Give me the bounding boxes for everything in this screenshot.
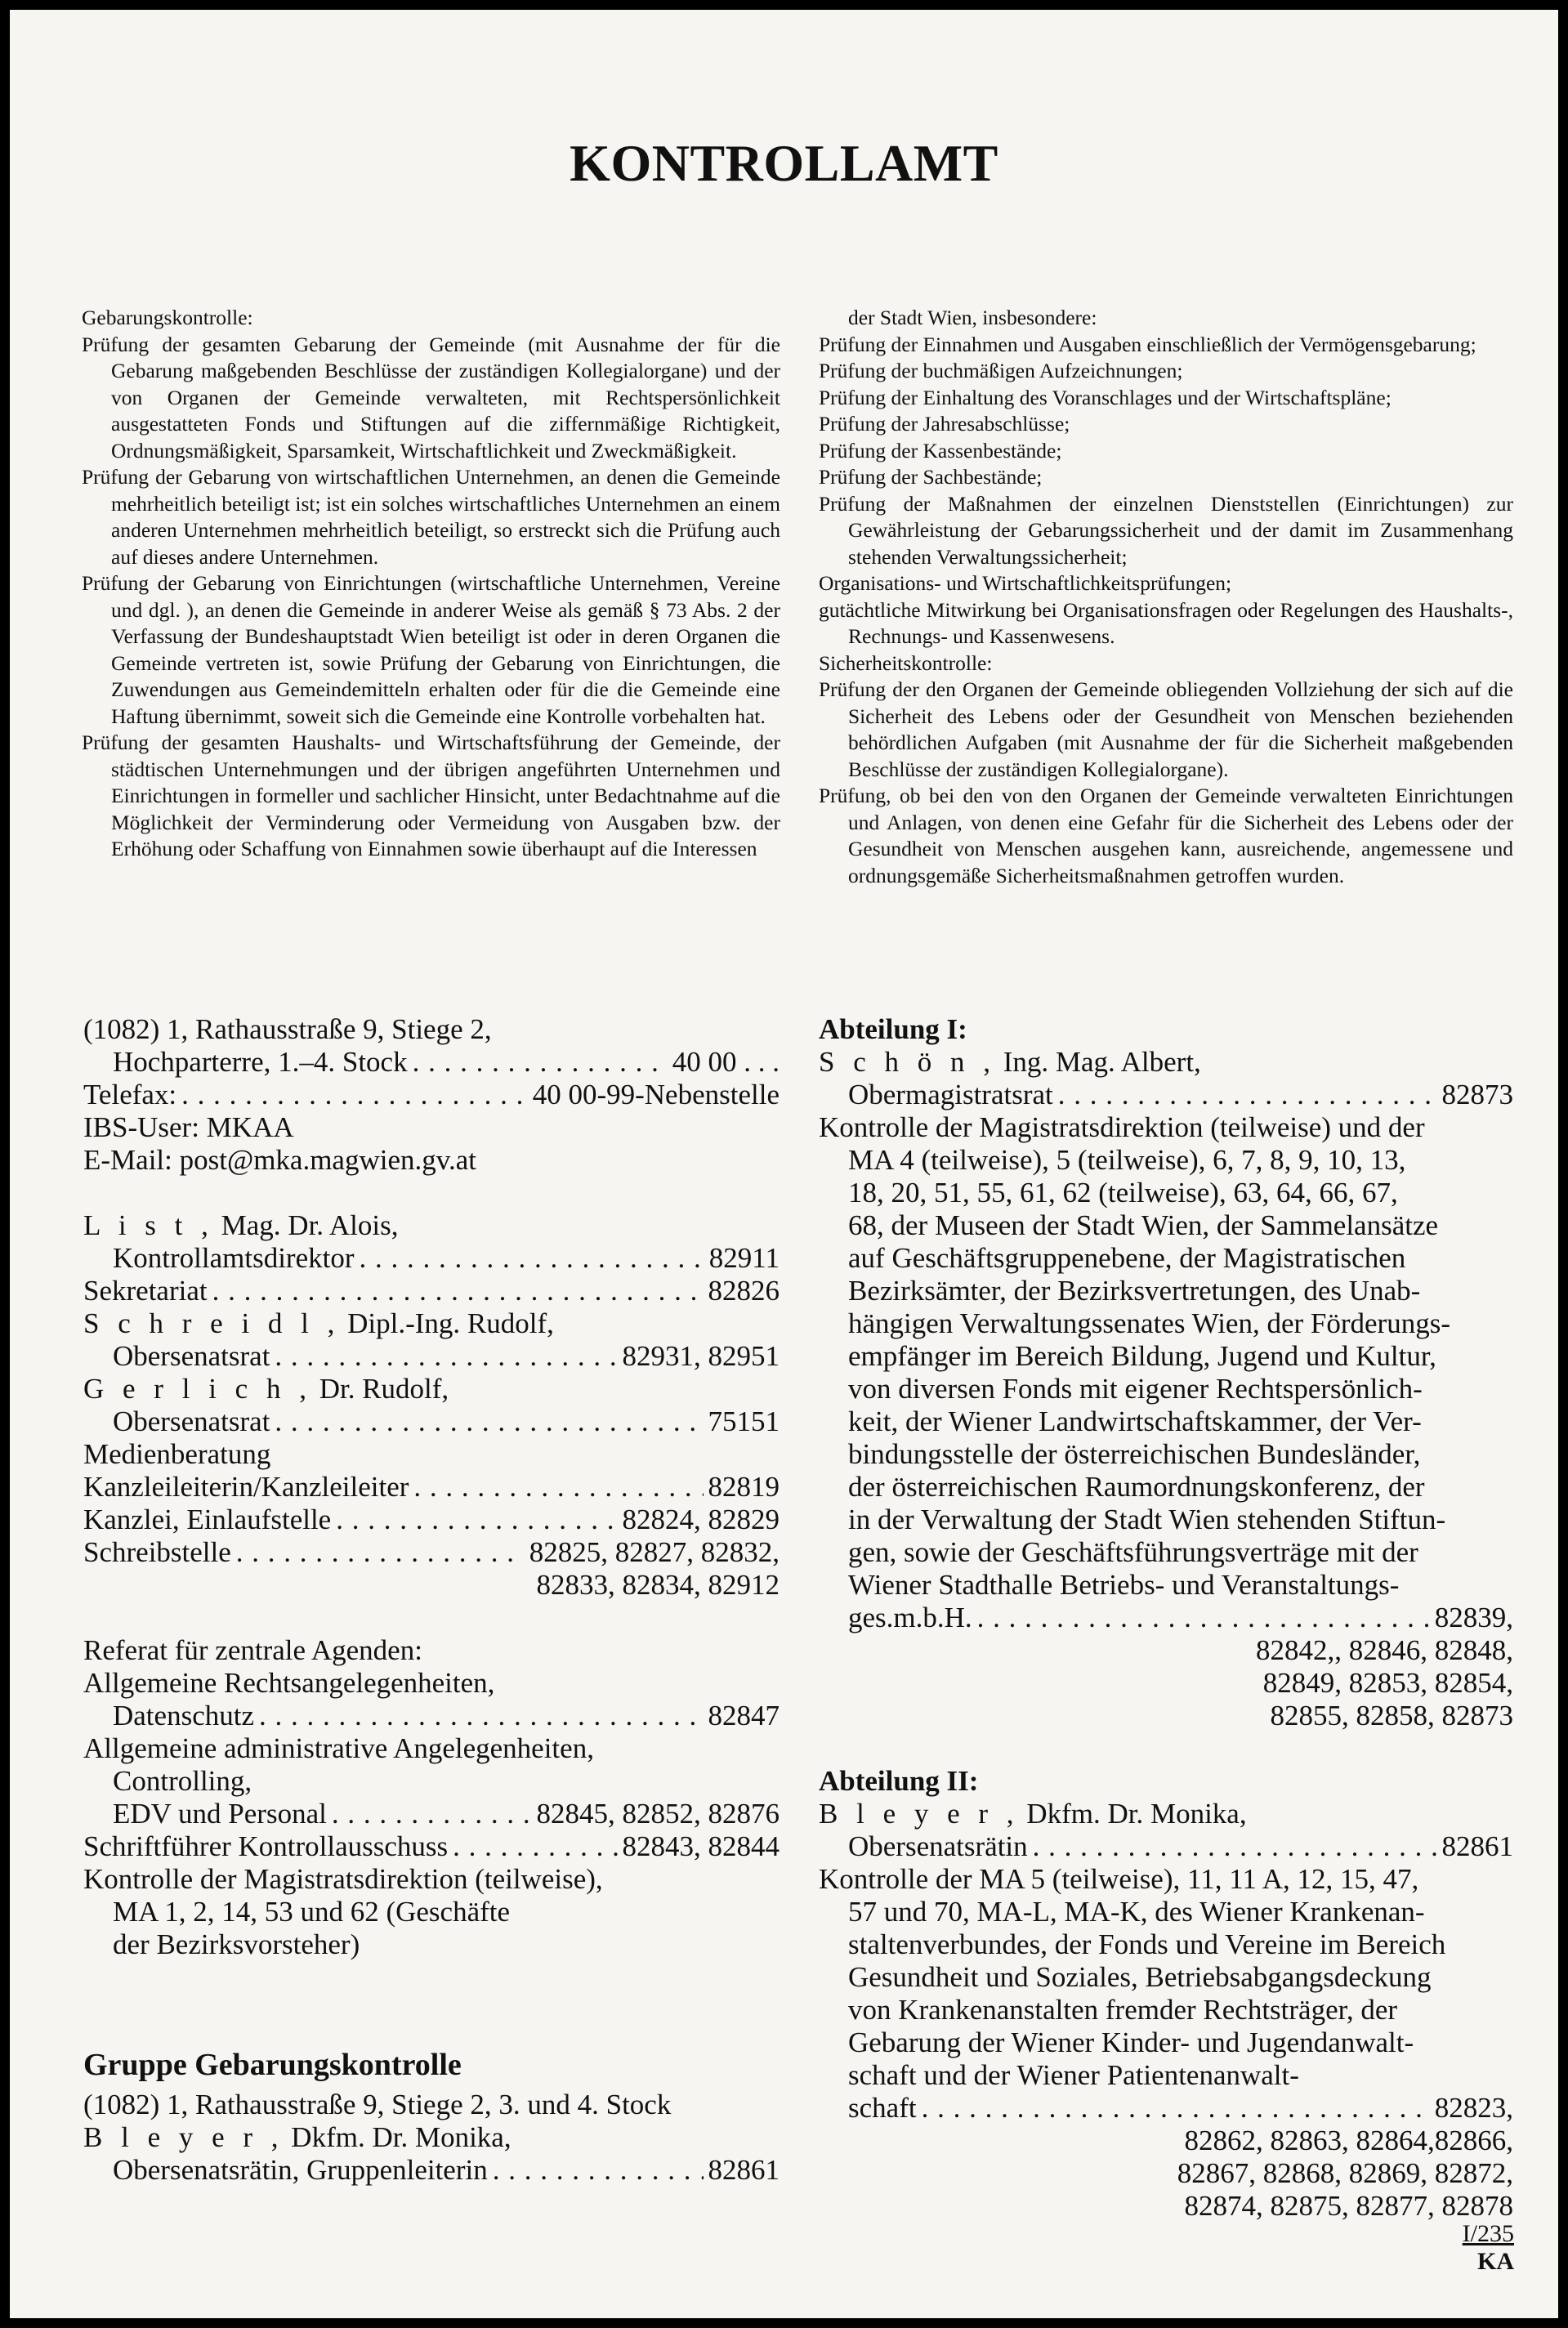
staff-name-bleyer: B l e y e r , Dkfm. Dr. Monika, [819,1798,1247,1830]
intro-paragraph: Prüfung der Einnahmen und Ausgaben einschließlich der Vermögensgebarung; [819,332,1476,356]
phone-extension: 82855, 82858, 82873 [1270,1700,1513,1731]
staff-role-row: Obermagistratsrat . . . 82873 [819,1079,1513,1111]
phone-extension: 82867, 82868, 82869, 82872, [1177,2157,1513,2189]
address-phone-row [83,1046,780,1079]
phone-extension: 82861 [1441,1830,1513,1862]
responsibility-last-row: schaft . . . 82823, [819,2092,1513,2125]
intro-left-column [82,305,780,863]
referat-item: der Bezirksvorsteher) [113,1928,360,1960]
responsibility-line: bindungsstelle der österreichischen Bundesländer, [848,1438,1421,1470]
phone-number: 40 00 . . . [672,1046,780,1078]
phone-extension: 82839, [1434,1602,1513,1633]
section-code: KA [1477,2248,1514,2275]
intro-paragraph: Prüfung der Maßnahmen der einzelnen Dienststellen (Einrichtungen) zur Gewährleistung der Gebarungssicherheit und der damit im Zusammenhang stehenden Verwaltungssicherheit; [819,491,1513,569]
kanzleileiter-row: Kanzleileiterin/Kanzleileiter . . . 82819 [83,1471,780,1504]
section-heading: Abteilung II: [819,1765,979,1797]
address-line: (1082) 1, Rathausstraße 9, Stiege 2, [83,1013,492,1045]
responsibility-line: von diversen Fonds mit eigener Rechtspersönlich- [848,1373,1423,1405]
referat-item: Allgemeine administrative Angelegenheiten, [83,1732,594,1764]
phone-extension: 82874, 82875, 82877, 82878 [1184,2190,1513,2222]
fax-number: 40 00-99-Nebenstelle [532,1079,780,1110]
phone-extension: 82847 [708,1700,780,1731]
staff-name-list: L i s t , Mag. Dr. Alois, [83,1209,399,1241]
intro-paragraph: Prüfung der gesamten Gebarung der Gemeinde (mit Ausnahme der für die Gebarung maßgebenden Beschlüsse der zuständigen Kollegialorgane) und der von Organen der Gemeinde verwalteten, mit Rechtspersönlichkeit ausgestatteten Fonds und Stiftungen auf die ziffernmäßige Richtigkeit, Ordnungsmäßigkeit, Sparsamkeit, Wirtschaftlichkeit und Zweckmäßigkeit. [82,332,780,462]
phone-extension: 82826 [708,1275,780,1307]
intro-heading: Sicherheitskontrolle: [819,650,993,675]
responsibility-line: staltenverbundes, der Fonds und Vereine im Bereich [848,1928,1446,1960]
staff-role-row: Obersenatsrätin . . . 82861 [819,1830,1513,1863]
referat-item: MA 1, 2, 14, 53 und 62 (Geschäfte [113,1896,511,1928]
staff-name-bleyer: B l e y e r , Dkfm. Dr. Monika, [83,2121,511,2153]
intro-paragraph: Prüfung der den Organen der Gemeinde obliegenden Vollziehung der sich auf die Sicherheit des Lebens oder der Gesundheit von Menschen beziehenden behördlichen Aufgaben (mit Ausnahme der für die Sicherheit maßgebenden Beschlüsse der zuständigen Kollegialorgane). [819,677,1513,781]
phone-extension: 82825, 82827, 82832, [529,1536,780,1568]
responsibility-line: Kontrolle der MA 5 (teilweise), 11, 11 A, 12, 15, 47, [819,1863,1419,1895]
datenschutz-row: Datenschutz . . . 82847 [83,1700,780,1732]
responsibility-line: hängigen Verwaltungssenates Wien, der Förderungs- [848,1307,1450,1339]
responsibility-line: gen, sowie der Geschäftsführungsverträge mit der [848,1536,1418,1568]
staff-name-schreidl: S c h r e i d l , Dipl.-Ing. Rudolf, [83,1307,554,1339]
intro-paragraph: Prüfung der Gebarung von wirtschaftlichen Unternehmen, an denen die Gemeinde mehrheitlich beteiligt ist; ist ein solches wirtschaftliches Unternehmen an einem anderen Unternehmen mehrheitlich beteiligt, so erstreckt sich die Prüfung auch auf dieses andere Unternehmen. [82,465,780,569]
intro-heading: Gebarungskontrolle: [82,306,253,329]
staff-role-row: Obersenatsrat . . . 82931, 82951 [83,1340,780,1373]
referat-item: Allgemeine Rechtsangelegenheiten, [83,1667,495,1699]
phone-extension: 82931, 82951 [622,1340,780,1372]
ibs-user: IBS-User: MKAA [83,1111,294,1143]
phone-extension: 75151 [708,1405,780,1437]
intro-paragraph: Prüfung der gesamten Haushalts- und Wirtschaftsführung der Gemeinde, der städtischen Unternehmungen und der übrigen angeführten Unternehmen und Einrichtungen in formeller und sachlicher Hinsicht, unter Bedachtnahme auf die Möglichkeit der Verminderung oder Vermeidung von Ausgaben bzw. der Erhöhung oder Schaffung von Einnahmen sowie überhaupt auf die Interessen [82,731,780,860]
responsibility-line: auf Geschäftsgruppenebene, der Magistratischen [848,1242,1406,1274]
staff-role-row: Obersenatsrat . . . 75151 [83,1405,780,1438]
edv-row: EDV und Personal . . . 82845, 82852, 82876 [83,1798,780,1830]
phone-extension: 82823, [1434,2092,1513,2124]
responsibility-line: 68, der Museen der Stadt Wien, der Sammelansätze [848,1209,1439,1241]
intro-paragraph: Prüfung der Sachbestände; [819,465,1043,489]
phone-extension: 82849, 82853, 82854, [1262,1667,1513,1699]
intro-paragraph: Prüfung der Kassenbestände; [819,438,1062,462]
phone-extension: 82873 [1441,1079,1513,1110]
intro-paragraph: gutächtliche Mitwirkung bei Organisationsfragen oder Regelungen des Haushalts-, Rechnungs- und Kassenwesens. [819,597,1513,648]
phone-extension: 82833, 82834, 82912 [536,1569,780,1601]
phone-extension: 82819 [708,1471,780,1503]
responsibility-line: Bezirksämter, der Bezirksvertretungen, des Unab- [848,1275,1421,1307]
responsibility-line: Gebarung der Wiener Kinder- und Jugendanwalt- [848,2026,1414,2058]
referat-item: Kontrolle der Magistratsdirektion (teilweise), [83,1863,603,1895]
responsibility-line: Wiener Stadthalle Betriebs- und Veranstaltungs- [848,1569,1400,1601]
phone-extension: 82842,, 82846, 82848, [1256,1634,1513,1666]
intro-paragraph: Prüfung der Einhaltung des Voranschlages und der Wirtschaftspläne; [819,385,1392,409]
intro-right-column [819,305,1513,889]
staff-name-schoen: S c h ö n , Ing. Mag. Albert, [819,1046,1201,1078]
responsibility-last-row: ges.m.b.H. . . . 82839, [819,1602,1513,1634]
fax-row [83,1079,780,1111]
responsibility-line: empfänger im Bereich Bildung, Jugend und Kultur, [848,1340,1436,1372]
phone-extension: 82862, 82863, 82864,82866, [1184,2125,1513,2156]
responsibility-line: Gesundheit und Soziales, Betriebsabgangsdeckung [848,1961,1432,1993]
responsibility-line: der österreichischen Raumordnungskonferenz, der [848,1471,1425,1503]
intro-paragraph: Organisations- und Wirtschaftlichkeitsprüfungen; [819,571,1232,595]
medienberatung: Medienberatung [83,1438,271,1470]
schreibstelle-row: Schreibstelle . . . 82825, 82827, 82832, [83,1536,780,1569]
intro-paragraph: Prüfung der Jahresabschlüsse; [819,412,1070,436]
address-line: (1082) 1, Rathausstraße 9, Stiege 2, 3. und 4. Stock [83,2089,672,2120]
staff-name-gerlich: G e r l i c h , Dr. Rudolf, [83,1373,449,1405]
responsibility-line: von Krankenanstalten fremder Rechtsträger, der [848,1994,1398,2026]
gruppe-section [83,2046,780,2187]
page-footer [1463,2220,1514,2276]
email: E-Mail: post@mka.magwien.gv.at [83,1144,476,1176]
directory-left-column [83,1013,780,1961]
responsibility-line: schaft und der Wiener Patientenanwalt- [848,2059,1299,2091]
sekretariat-row: Sekretariat . . . 82826 [83,1275,780,1307]
page-number: I/235 [1462,2220,1514,2247]
section-heading: Abteilung I: [819,1013,967,1045]
kanzlei-row: Kanzlei, Einlaufstelle . . . 82824, 82829 [83,1504,780,1536]
address-floor: Hochparterre, 1.–4. Stock [113,1046,408,1078]
responsibility-line: keit, der Wiener Landwirtschaftskammer, der Ver- [848,1405,1422,1437]
responsibility-line: 57 und 70, MA-L, MA-K, des Wiener Krankenan- [848,1896,1425,1928]
referat-title: Referat für zentrale Agenden: [83,1634,422,1666]
phone-extension: 82845, 82852, 82876 [536,1798,780,1830]
section-heading: Gruppe Gebarungskontrolle [83,2048,462,2082]
staff-role-row: Kontrollamtsdirektor . . . 82911 [83,1242,780,1275]
phone-extension: 82843, 82844 [622,1830,780,1862]
page [10,10,1558,2318]
schriftfuehrer-row: Schriftführer Kontrollausschuss . . . 82843, 82844 [83,1830,780,1863]
referat-item: Controlling, [113,1765,252,1797]
intro-paragraph: Prüfung, ob bei den von den Organen der Gemeinde verwalteten Einrichtungen und Anlagen, von denen eine Gefahr für die Sicherheit des Lebens oder der Gesundheit von Menschen ausgehen kann, ausreichende, angemessene und ordnungsgemäße Sicherheitsmaßnahmen getroffen wurden. [819,784,1513,887]
responsibility-line: 18, 20, 51, 55, 61, 62 (teilweise), 63, 64, 66, 67, [848,1177,1398,1209]
phone-extension: 82911 [708,1242,780,1274]
phone-extension: 82824, 82829 [622,1504,780,1535]
directory-right-column [819,1013,1513,2223]
fax-label: Telefax: [83,1079,177,1110]
intro-paragraph: Prüfung der Gebarung von Einrichtungen (wirtschaftliche Unternehmen, Vereine und dgl. ), an denen die Gemeinde in anderer Weise als gemäß § 73 Abs. 2 der Verfassung der Bundeshauptstadt Wien beteiligt ist oder in deren Organen die Gemeinde vertreten ist, sowie Prüfung der Gebarung von Einrichtungen, die Zuwendungen aus Gemeindemitteln erhalten oder für die die Gemeinde eine Haftung übernimmt, soweit sich die Gemeinde eine Kontrolle vorbehalten hat. [82,571,780,728]
intro-paragraph: der Stadt Wien, insbesondere: [848,306,1097,329]
responsibility-line: MA 4 (teilweise), 5 (teilweise), 6, 7, 8, 9, 10, 13, [848,1144,1406,1176]
staff-role-row: Obersenatsrätin, Gruppenleiterin . . . 82861 [83,2154,780,2187]
page-title: KONTROLLAMT [570,134,998,192]
intro-paragraph: Prüfung der buchmäßigen Aufzeichnungen; [819,359,1183,382]
phone-extension: 82861 [708,2154,780,2186]
responsibility-line: Kontrolle der Magistratsdirektion (teilweise) und der [819,1111,1425,1143]
responsibility-line: in der Verwaltung der Stadt Wien stehenden Stiftun- [848,1504,1446,1535]
